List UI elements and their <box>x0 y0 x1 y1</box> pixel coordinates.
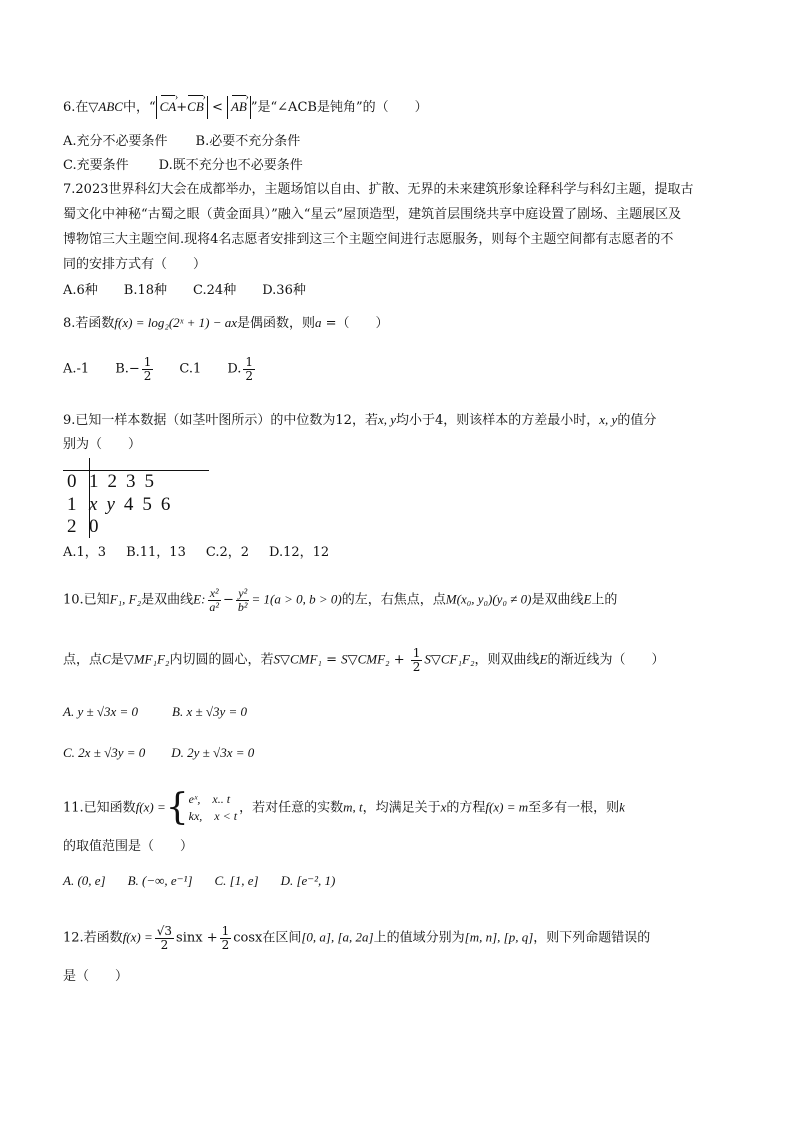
q9-line2: 别为（ ） <box>63 437 142 452</box>
q10-half <box>411 647 423 673</box>
q9-option-c: C.2，2 <box>205 545 250 560</box>
q11-line2: 的取值范围是（ ） <box>63 839 194 854</box>
vector-ab: AB › <box>231 96 247 118</box>
q6-plus: + <box>176 100 188 115</box>
q9-option-d: D.12，12 <box>269 545 330 560</box>
q8-option-d-label: D. <box>227 361 242 377</box>
q6-stem <box>63 96 428 119</box>
q11-line1 <box>63 787 625 828</box>
q10-hyperbola-name: E: <box>193 591 206 607</box>
q12-ranges: [m, n], [p, q] <box>464 929 534 945</box>
leaf-value: 1 <box>89 471 99 492</box>
q8-suffix: 是偶函数，则 <box>237 316 316 331</box>
q10-y2-over-b2 <box>236 587 250 613</box>
q10-area3: S▽CF₁F₂ <box>424 651 475 667</box>
leaf-value: 4 <box>123 494 134 515</box>
q6-abs-ab <box>227 96 251 119</box>
q10-option-a: A. y ± √3x = 0 <box>63 704 139 719</box>
q10-a2: a² <box>209 599 220 614</box>
q6-option-a: A.充分不必要条件 <box>63 134 168 149</box>
q10-half-num: 1 <box>412 646 421 660</box>
q12-mid: 在区间 <box>262 930 302 946</box>
q11-case1: eˣ, x.. t <box>188 792 231 806</box>
q12-sqrt3: √3 <box>156 924 173 938</box>
q8-prefix: 8.若函数 <box>63 316 115 331</box>
q10-pre: 10.已知 <box>63 592 110 608</box>
q12-intervals: [0, a], [a, 2a] <box>301 929 374 945</box>
q6-post: ”是“∠ACB是钝角”的（ ） <box>250 100 428 115</box>
q10-area1: S▽CMF₁ <box>273 651 322 667</box>
leaf-value: 5 <box>142 494 152 515</box>
q6-option-b: B.必要不充分条件 <box>195 134 301 149</box>
q12-sinx: sinx + <box>176 930 218 946</box>
q12-pre: 12.若函数 <box>63 930 123 946</box>
q10-end: 上的 <box>591 592 618 608</box>
q10-options-row2 <box>63 743 254 764</box>
q11-option-a: A. (0, e] <box>63 873 106 888</box>
q11-brace: { <box>165 787 189 828</box>
stem-value: 1 <box>67 494 77 515</box>
q11-mid: ，若对任意的实数 <box>239 800 344 816</box>
q11-x: x <box>440 799 447 815</box>
q11-fx: f(x) = <box>135 799 166 815</box>
leaf-value: 6 <box>160 494 171 515</box>
q10-line2 <box>63 647 664 673</box>
q11-k: k <box>619 799 625 815</box>
q11-mt: m, t <box>343 799 363 815</box>
q12-line2: 是（ ） <box>63 969 129 984</box>
q11-option-b: B. (−∞, e⁻¹] <box>127 873 193 888</box>
q10-line2-mid2: 内切圆的圆心，若 <box>169 652 274 668</box>
q8-option-b-sign: − <box>128 361 140 377</box>
q10-curve: E <box>583 591 592 607</box>
q11-pre: 11.已知函数 <box>63 800 136 816</box>
q7-options <box>63 281 306 301</box>
leaf-value: 0 <box>89 516 99 537</box>
stem-leaf-row <box>67 516 108 538</box>
vector-ca: CA › <box>160 96 177 118</box>
leaf-value: x <box>89 494 98 515</box>
q8-option-d-fraction <box>243 356 255 382</box>
q12-post: ，则下列命题错误的 <box>533 930 651 946</box>
q12-one-over-2 <box>220 925 232 951</box>
q10-x2-over-a2 <box>207 587 221 613</box>
stem-leaf-row <box>67 494 179 516</box>
q11-options <box>63 871 335 892</box>
q9-xy: x, y <box>377 412 396 427</box>
q9-line1-post: 的值分 <box>617 413 657 428</box>
q6-option-c: C.充要条件 <box>63 158 129 173</box>
q11-option-c: C. [1, e] <box>214 873 259 888</box>
stem-value: 2 <box>67 516 77 537</box>
q12-sqrt3-over-2 <box>155 925 174 951</box>
q10-half-den: 2 <box>412 659 421 674</box>
q10-plus: + <box>389 652 409 668</box>
q10-y2: y² <box>238 586 248 600</box>
q8-option-b-den: 2 <box>143 368 152 383</box>
q8-var: a <box>315 315 322 330</box>
q10-foci: F₁, F₂ <box>109 591 142 607</box>
q12-two: 2 <box>160 937 169 952</box>
q7-option-d: D.36种 <box>262 283 306 298</box>
q8-option-b-label: B. <box>115 361 129 377</box>
stem-leaf-plot <box>63 458 209 538</box>
q10-point: M(x₀, y₀)(y₀ ≠ 0) <box>445 591 532 607</box>
q10-line2-pre: 点，点 <box>63 652 103 668</box>
q10-option-b: B. x ± √3y = 0 <box>172 704 248 719</box>
q6-options-row1 <box>63 132 300 152</box>
q6-mid: 中，“ <box>122 100 156 115</box>
q9-line1 <box>63 410 656 431</box>
q9-xy-2: x, y <box>599 412 618 427</box>
q8-option-c: C.1 <box>179 361 202 377</box>
q11-mid2: ，均满足关于 <box>362 800 441 816</box>
q10-eq-cond: = 1(a > 0, b > 0) <box>251 591 342 607</box>
q10-eq: = <box>321 652 342 668</box>
q12-two2: 2 <box>221 937 230 952</box>
q6-number: 6. <box>63 100 76 115</box>
q6-triangle: ▽ABC <box>88 99 123 114</box>
q9-option-a: A.1，3 <box>63 545 107 560</box>
q7-option-a: A.6种 <box>63 283 98 298</box>
q10-area2: S▽CMF₂ <box>341 651 390 667</box>
q10-post: 是双曲线 <box>531 592 584 608</box>
q9-option-b: B.11，13 <box>126 545 186 560</box>
q10-mid2: 的左，右焦点，点 <box>341 592 446 608</box>
q12-mid2: 上的值域分别为 <box>373 930 465 946</box>
leaf-value: 5 <box>144 471 154 492</box>
stem-leaf-row <box>67 471 163 493</box>
q9-line1-pre: 9.已知一样本数据（如茎叶图所示）的中位数为12，若 <box>63 413 378 428</box>
q10-line2-mid: 是 <box>110 652 124 668</box>
q10-x2: x² <box>209 586 219 600</box>
q7-line4: 同的安排方式有（ ） <box>63 257 207 272</box>
q10-option-d: D. 2y ± √3x = 0 <box>171 745 255 760</box>
q6-pre: 在 <box>75 100 89 115</box>
q10-curve2: E <box>539 651 548 667</box>
leaf-value: 2 <box>107 471 117 492</box>
q8-formula: f(x) = log₂(2ˣ + 1) − ax <box>114 315 237 330</box>
q7-line1: 7.2023世界科幻大会在成都举办，主题场馆以自由、扩散、无界的未来建筑形象诠释科学与科幻主题，提取古 <box>63 182 694 197</box>
q11-mid3: 的方程 <box>446 800 486 816</box>
q10-b2: b² <box>237 599 248 614</box>
q10-line2-post: ，则双曲线 <box>474 652 540 668</box>
q6-lt: < <box>211 100 223 115</box>
q12-cosx: cosx <box>233 930 263 946</box>
stem-value: 0 <box>67 471 77 492</box>
q8-option-d-den: 2 <box>245 368 254 383</box>
q6-options-row2 <box>63 156 303 176</box>
q10-line1: 10.已知F₁, F₂是双曲线E: $\frac{\text{x²}}{\text{a²}}$ − $\frac{\text{y²}}{\text{b²}}$ = 1(a > 0, b > 0)的左，右焦点，点M(x₀, y₀)(y₀ ≠ 0)是双曲线E上的 <box>63 586 618 614</box>
q9-line1-mid: 均小于4，则该样本的方差最小时， <box>396 413 600 428</box>
q8-tail: =（ ） <box>321 316 389 331</box>
q7-line2: 蜀文化中神秘“古蜀之眼（黄金面具）”融入“星云”屋顶造型，建筑首层围绕共享中庭设置了剧场、主题展区及 <box>63 207 682 222</box>
q10-line2-end: 的渐近线为（ ） <box>547 652 665 668</box>
vector-cb: CB › <box>187 96 204 118</box>
q11-option-d: D. [e⁻², 1) <box>280 873 336 888</box>
q8-option-b-num: 1 <box>143 355 152 369</box>
q10-triangle: ▽MF₁F₂ <box>123 651 170 667</box>
q10-option-c: C. 2x ± √3y = 0 <box>63 745 146 760</box>
q9-options <box>63 543 329 563</box>
q8-stem <box>63 313 389 334</box>
q8-option-a: A.-1 <box>63 361 90 377</box>
q6-abs-sum <box>156 96 208 119</box>
q11-eq: f(x) = m <box>485 799 529 815</box>
q8-option-d-num: 1 <box>245 355 254 369</box>
q11-cases <box>189 791 237 825</box>
q6-option-d: D.既不充分也不必要条件 <box>158 158 303 173</box>
leaf-value: y <box>106 494 115 515</box>
q10-mid1: 是双曲线 <box>141 592 194 608</box>
q10-c: C <box>102 651 111 667</box>
q7-option-c: C.24种 <box>193 283 237 298</box>
q7-line3: 博物馆三大主题空间.现将4名志愿者安排到这三个主题空间进行志愿服务，则每个主题空间都有志愿者的不 <box>63 232 674 247</box>
q12-line1 <box>63 925 650 951</box>
q12-one: 1 <box>221 924 230 938</box>
q7-option-b: B.18种 <box>123 283 168 298</box>
q10-options-row1 <box>63 702 247 723</box>
q12-fx: f(x) = <box>122 929 153 945</box>
q11-case2: kx, x < t <box>188 809 238 823</box>
leaf-value: 3 <box>126 471 136 492</box>
q11-mid4: 至多有一根，则 <box>528 800 620 816</box>
q8-option-b-fraction <box>142 356 154 382</box>
q8-options <box>63 356 257 382</box>
